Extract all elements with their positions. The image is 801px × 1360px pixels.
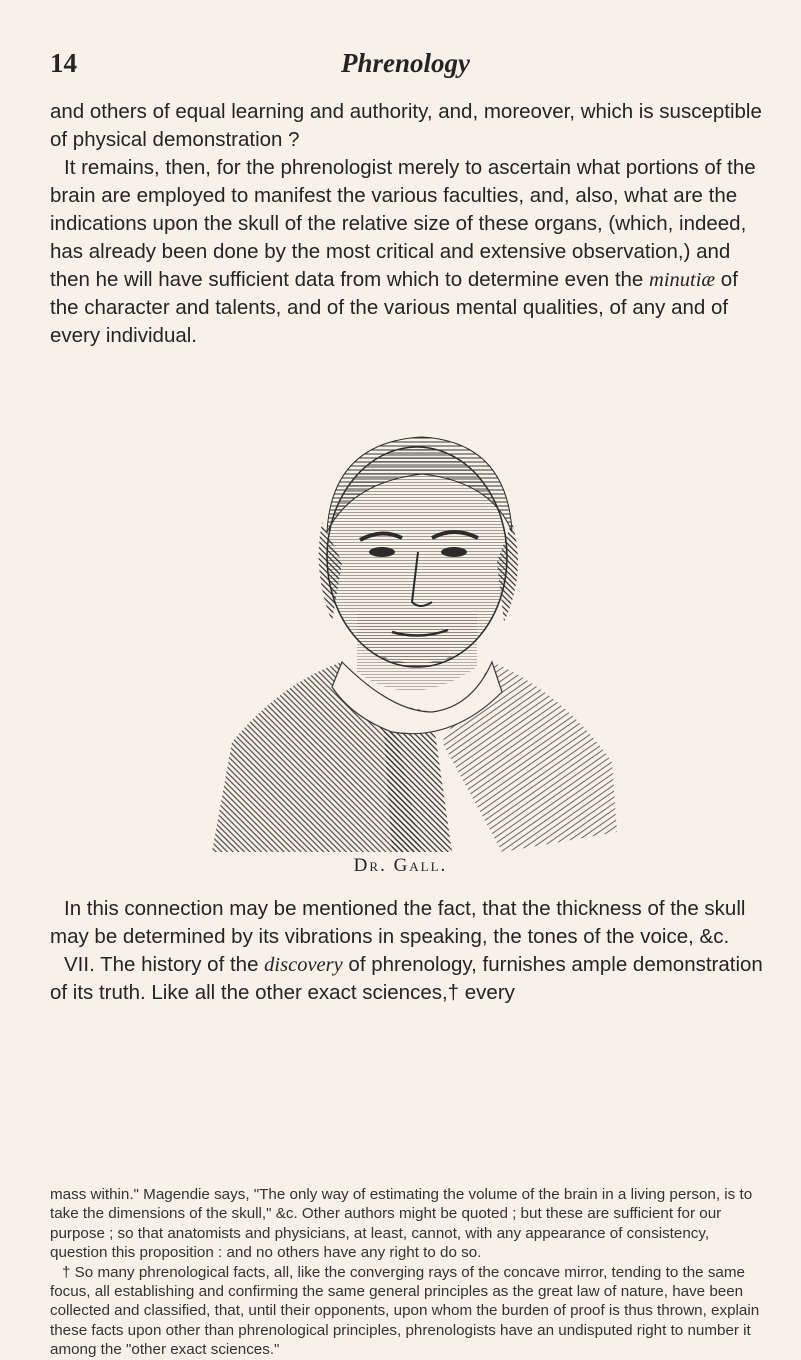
footnote-dagger: † So many phrenological facts, all, like the converging rays of the concave mirror, tending to the same focus, all establishing and confirming the same general principles as the great law of nature, have been collected and classified, that, until their opponents, upon whom the burden of proof is thus thrown, explain these facts upon other than phrenological principles, phrenologists have an undisputed right to number it among the "other exact sciences."	[50, 1263, 760, 1359]
body-text-bottom	[50, 895, 765, 1007]
footnote-continuation: mass within." Magendie says, "The only way of estimating the volume of the brain in a living person, is to take the dimensions of the skull," &c. Other authors might be quoted ; but these are sufficient for our purpose ; so that anatomists and physicians, at least, cannot, with any appearance of consistency, question this proposition : and no others have any right to do so.	[50, 1186, 753, 1262]
page-number: 14	[50, 48, 77, 78]
footnotes	[50, 1185, 765, 1360]
text-run: VII. The history of the	[64, 953, 265, 976]
paragraph-phrenologist	[50, 154, 765, 350]
figure-caption: Dr. Gall.	[353, 855, 448, 876]
body-text-top	[50, 98, 765, 350]
paragraph-history-of-discovery	[50, 951, 765, 1007]
running-title: Phrenology	[340, 48, 470, 78]
text-run: It remains, then, for the phrenologist merely to ascertain what portions of the brain are employed to manifest the various faculties, and, also, what are the indications upon the skull of the relative size of these organs, (which, indeed, has already been done by the most critical and extensive observation,) and then he will have sufficient data from which to determine even the	[50, 156, 756, 291]
portrait-engraving-dr-gall	[192, 412, 632, 852]
italic-term-discovery: discovery	[264, 954, 343, 976]
text-run: of phrenology, furnishes ample demonstration of its truth. Like all the other exact sciences,† every	[50, 953, 763, 1004]
running-head	[50, 48, 761, 84]
text-run: of the character and talents, and of the various mental qualities, of any and of every individual.	[50, 268, 738, 347]
paragraph-skull-thickness: In this connection may be mentioned the fact, that the thickness of the skull may be determined by its vibrations in speaking, the tones of the voice, &c.	[50, 897, 746, 948]
italic-term-minutiae: minutiæ	[649, 269, 716, 291]
paragraph-continuation: and others of equal learning and authority, and, moreover, which is susceptible of physical demonstration ?	[50, 100, 762, 151]
